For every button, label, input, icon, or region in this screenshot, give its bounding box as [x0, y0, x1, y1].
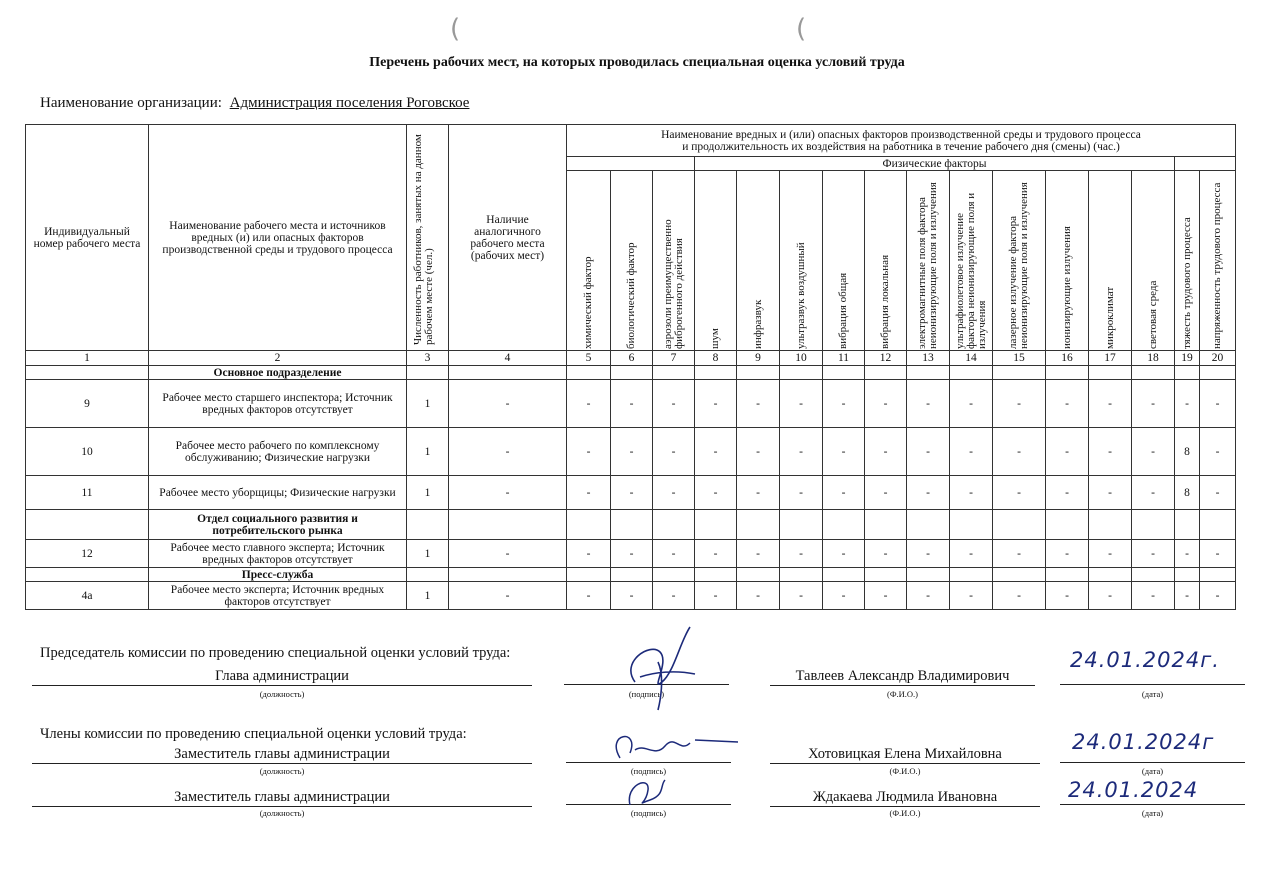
chairman-signature-icon	[600, 622, 710, 712]
factor-value: -	[695, 476, 737, 510]
factor-value: -	[1175, 540, 1200, 568]
analog-value: -	[449, 540, 567, 568]
factor-value: -	[695, 428, 737, 476]
chairman-position-caption: (должность)	[259, 689, 305, 699]
header-factor: тяжесть трудового процесса	[1175, 171, 1200, 351]
column-number: 2	[149, 351, 407, 366]
header-id: Индивидуальный номер рабочего места	[26, 125, 149, 351]
header-factor: инфразвук	[737, 171, 780, 351]
workplace-id: 4а	[26, 582, 149, 610]
section-name: Пресс-служба	[149, 568, 407, 582]
organization-name: Администрация поселения Роговское	[229, 95, 470, 111]
chairman-date-caption: (дата)	[1141, 689, 1164, 699]
factor-value: -	[567, 582, 611, 610]
member-2-name: Ждакаева Людмила Ивановна	[770, 789, 1040, 807]
section-name: Основное подразделение	[149, 366, 407, 380]
analog-value: -	[449, 582, 567, 610]
header-factor: вибрация локальная	[865, 171, 907, 351]
factor-value: -	[907, 380, 950, 428]
factor-value: -	[653, 428, 695, 476]
column-number: 16	[1046, 351, 1089, 366]
factor-value: -	[611, 428, 653, 476]
factor-value: -	[780, 380, 823, 428]
factor-value: -	[823, 582, 865, 610]
workplace-id: 10	[26, 428, 149, 476]
column-number: 8	[695, 351, 737, 366]
factor-value: -	[865, 540, 907, 568]
factor-value: -	[1175, 582, 1200, 610]
table-row	[26, 540, 1236, 568]
factor-value: -	[1132, 582, 1175, 610]
column-number: 20	[1200, 351, 1236, 366]
table-row	[26, 380, 1236, 428]
header-factor: напряженность трудового процесса	[1200, 171, 1236, 351]
factor-value: -	[1175, 380, 1200, 428]
chairman-date-line	[1060, 684, 1245, 685]
workplace-name: Рабочее место рабочего по комплексному обслуживанию; Физические нагрузки	[149, 428, 407, 476]
factor-value: -	[823, 380, 865, 428]
column-number: 19	[1175, 351, 1200, 366]
factor-value: -	[653, 476, 695, 510]
header-factor: ультразвук воздушный	[780, 171, 823, 351]
factor-value: -	[1046, 540, 1089, 568]
header-factor: электромагнитные поля фактора неионизирующие поля и излучения	[907, 171, 950, 351]
chairman-signature-caption: (подпись)	[628, 689, 665, 699]
factor-value: -	[993, 582, 1046, 610]
factor-value: -	[823, 428, 865, 476]
header-factor: аэрозоли преимущественно фиброгенного действия	[653, 171, 695, 351]
factor-value: -	[611, 540, 653, 568]
factor-value: -	[1132, 540, 1175, 568]
column-number: 5	[567, 351, 611, 366]
worker-count: 1	[407, 582, 449, 610]
member-1-date-caption: (дата)	[1141, 766, 1164, 776]
header-factor: шум	[695, 171, 737, 351]
binding-mark-right: (	[796, 14, 807, 44]
worker-count: 1	[407, 540, 449, 568]
factor-value: -	[1046, 380, 1089, 428]
header-factor: биологический фактор	[611, 171, 653, 351]
header-count: Численность работников, занятых на данном рабочем месте (чел.)	[407, 125, 449, 351]
member-2-fio-caption: (Ф.И.О.)	[889, 808, 921, 818]
chairman-name: Тавлеев Александр Владимирович	[770, 668, 1035, 686]
column-number: 7	[653, 351, 695, 366]
header-factor: химический фактор	[567, 171, 611, 351]
column-number: 1	[26, 351, 149, 366]
workplace-id: 12	[26, 540, 149, 568]
header-factor: вибрация общая	[823, 171, 865, 351]
column-number: 4	[449, 351, 567, 366]
factor-value: -	[611, 582, 653, 610]
workplace-id: 9	[26, 380, 149, 428]
chairman-fio-caption: (Ф.И.О.)	[886, 689, 919, 699]
member-2-signature-caption: (подпись)	[630, 808, 667, 818]
table-row	[26, 476, 1236, 510]
factor-value: -	[653, 540, 695, 568]
factor-value: -	[1046, 582, 1089, 610]
header-factors: Наименование вредных и (или) опасных факторов производственной среды и трудового процесса и продолжительность их воздействия на работника в течение рабочего дня (смены) (час.)	[567, 125, 1236, 157]
header-factor: ионизирующие излучения	[1046, 171, 1089, 351]
factor-value: -	[567, 380, 611, 428]
header-workplace-name: Наименование рабочего места и источников вредных (и) или опасных факторов производственной среды и трудового процесса	[149, 125, 407, 351]
factor-value: -	[1200, 540, 1236, 568]
column-number: 17	[1089, 351, 1132, 366]
table-row	[26, 428, 1236, 476]
header-factor: микроклимат	[1089, 171, 1132, 351]
factor-value: -	[1200, 380, 1236, 428]
column-number: 10	[780, 351, 823, 366]
factor-value: -	[737, 476, 780, 510]
factor-value: -	[780, 428, 823, 476]
worker-count: 1	[407, 428, 449, 476]
member-1-signature-caption: (подпись)	[630, 766, 667, 776]
column-number: 15	[993, 351, 1046, 366]
analog-value: -	[449, 476, 567, 510]
factor-value: -	[611, 476, 653, 510]
column-number: 12	[865, 351, 907, 366]
factor-value: -	[1046, 428, 1089, 476]
factor-value: -	[950, 582, 993, 610]
factor-value: -	[993, 380, 1046, 428]
worker-count: 1	[407, 476, 449, 510]
factor-value: -	[737, 540, 780, 568]
factor-value: -	[695, 380, 737, 428]
workplace-id: 11	[26, 476, 149, 510]
column-number: 9	[737, 351, 780, 366]
factor-value: -	[950, 540, 993, 568]
factor-value: -	[823, 476, 865, 510]
factor-value: -	[1089, 582, 1132, 610]
organization-label: Наименование организации:	[40, 95, 222, 111]
workplace-name: Рабочее место главного эксперта; Источник вредных факторов отсутствует	[149, 540, 407, 568]
worker-count: 1	[407, 380, 449, 428]
factor-value: -	[737, 428, 780, 476]
workplaces-table	[25, 124, 1236, 610]
factor-value: -	[780, 582, 823, 610]
chairman-heading: Председатель комиссии по проведению специальной оценки условий труда:	[40, 645, 511, 661]
factor-value: -	[611, 380, 653, 428]
factor-value: -	[993, 476, 1046, 510]
member-1-name: Хотовицкая Елена Михайловна	[770, 746, 1040, 764]
factor-value: -	[567, 540, 611, 568]
column-number: 18	[1132, 351, 1175, 366]
header-factor: световая среда	[1132, 171, 1175, 351]
factor-value: -	[865, 582, 907, 610]
factor-value: -	[1089, 476, 1132, 510]
factor-value: -	[1200, 582, 1236, 610]
factor-value: -	[823, 540, 865, 568]
factor-value: 8	[1175, 428, 1200, 476]
member-1-fio-caption: (Ф.И.О.)	[889, 766, 921, 776]
factor-value: -	[865, 380, 907, 428]
factor-value: -	[865, 428, 907, 476]
factor-value: -	[1200, 476, 1236, 510]
factor-value: -	[907, 540, 950, 568]
factor-value: -	[737, 582, 780, 610]
factor-value: -	[907, 476, 950, 510]
factor-value: -	[780, 540, 823, 568]
factor-value: -	[653, 380, 695, 428]
member-1-position-caption: (должность)	[259, 766, 305, 776]
member-1-position: Заместитель главы администрации	[32, 746, 532, 764]
header-physical: Физические факторы	[695, 157, 1175, 171]
factor-value: -	[737, 380, 780, 428]
member-2-date: 24.01.2024	[1068, 778, 1199, 802]
factor-value: -	[993, 428, 1046, 476]
member-1-signature-icon	[600, 728, 740, 768]
binding-mark-left: (	[450, 14, 461, 44]
workplace-name: Рабочее место уборщицы; Физические нагрузки	[149, 476, 407, 510]
factor-value: -	[567, 476, 611, 510]
factor-value: -	[907, 428, 950, 476]
column-number: 14	[950, 351, 993, 366]
member-1-date-line	[1060, 762, 1245, 763]
table-row	[26, 582, 1236, 610]
factor-value: -	[865, 476, 907, 510]
member-2-date-line	[1060, 804, 1245, 805]
column-number: 3	[407, 351, 449, 366]
analog-value: -	[449, 428, 567, 476]
factor-value: -	[1046, 476, 1089, 510]
factor-value: -	[907, 582, 950, 610]
workplace-name: Рабочее место эксперта; Источник вредных факторов отсутствует	[149, 582, 407, 610]
factor-value: -	[950, 476, 993, 510]
factor-value: -	[1089, 540, 1132, 568]
factor-value: -	[695, 540, 737, 568]
factor-value: -	[1089, 380, 1132, 428]
section-name: Отдел социального развития и потребительского рынка	[149, 510, 407, 540]
column-number: 6	[611, 351, 653, 366]
organization-line	[40, 95, 469, 112]
factor-value: -	[993, 540, 1046, 568]
column-number: 13	[907, 351, 950, 366]
workplace-name: Рабочее место старшего инспектора; Источник вредных факторов отсутствует	[149, 380, 407, 428]
factor-value: 8	[1175, 476, 1200, 510]
factor-value: -	[653, 582, 695, 610]
factor-value: -	[950, 428, 993, 476]
member-2-position: Заместитель главы администрации	[32, 789, 532, 807]
header-analog: Наличие аналогичного рабочего места (рабочих мест)	[449, 125, 567, 351]
member-2-signature-icon	[620, 775, 670, 810]
chairman-date: 24.01.2024г.	[1070, 648, 1220, 672]
factor-value: -	[567, 428, 611, 476]
factor-value: -	[1132, 380, 1175, 428]
header-factor: ультрафиолетовое излучение фактора неионизирующие поля и излучения	[950, 171, 993, 351]
factor-value: -	[1132, 428, 1175, 476]
factor-value: -	[1132, 476, 1175, 510]
factor-value: -	[780, 476, 823, 510]
column-number: 11	[823, 351, 865, 366]
chairman-position: Глава администрации	[32, 668, 532, 686]
header-factor: лазерное излучение фактора неионизирующие поля и излучения	[993, 171, 1046, 351]
factor-value: -	[1200, 428, 1236, 476]
factor-value: -	[950, 380, 993, 428]
factor-value: -	[1089, 428, 1132, 476]
document-title: Перечень рабочих мест, на которых проводилась специальная оценка условий труда	[369, 55, 905, 70]
member-1-date: 24.01.2024г	[1072, 730, 1215, 754]
member-2-position-caption: (должность)	[259, 808, 305, 818]
factor-value: -	[695, 582, 737, 610]
member-2-date-caption: (дата)	[1141, 808, 1164, 818]
members-heading: Члены комиссии по проведению специальной оценки условий труда:	[40, 726, 467, 742]
analog-value: -	[449, 380, 567, 428]
